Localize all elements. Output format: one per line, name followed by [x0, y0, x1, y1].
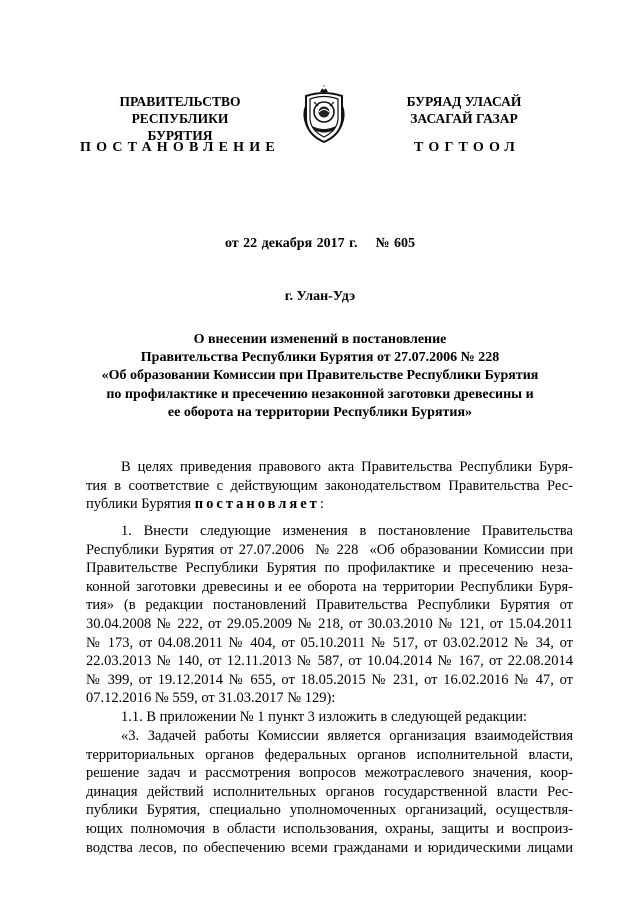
intro-line-3-prefix: публики Бурятия [86, 496, 195, 513]
title-line-2: Правительства Республики Бурятия от 27.07.2006 № 228 [140, 350, 500, 366]
item-1-1-paragraph [86, 708, 573, 727]
intro-paragraph [86, 458, 573, 514]
header-right-line-1: БУРЯАД УЛАСАЙ [406, 94, 522, 109]
item1-line-3: Правительстве Республики Бурятия по профилактике и пресечению неза- [86, 560, 573, 577]
city: г. Улан-Удэ [284, 289, 356, 304]
item1-line-8: 22.03.2013 № 140, от 12.11.2013 № 587, от 10.04.2014 № 167, от 22.08.2014 [86, 653, 573, 670]
item1-line-5: тия» (в редакции постановлений Правительства Республики Бурятия от [86, 597, 573, 614]
intro-line-1: В целях приведения правового акта Правительства Республики Буря- [121, 459, 573, 475]
coat-of-arms-emblem-icon [300, 84, 348, 144]
title-line-1: О внесении изменений в постановление [193, 332, 447, 347]
item3-line-2: территориальных органов федеральных органов исполнительной власти, [86, 746, 573, 763]
item11-line: 1.1. В приложении № 1 пункт 3 изложить в следующей редакции: [121, 709, 527, 725]
item3-line-3: решение задач и рассмотрения вопросов межотраслевого значения, коор- [86, 765, 573, 782]
item1-line-10: 07.12.2016 № 559, от 31.03.2017 № 129): [86, 690, 336, 707]
header-left-line-2: РЕСПУБЛИКИ БУРЯТИЯ [131, 111, 229, 143]
title-line-4: по профилактике и пресечению незаконной заготовки древесины и [106, 386, 534, 402]
doc-type-buryat: ТОГТООЛ [414, 140, 521, 155]
header-left-line-1: ПРАВИТЕЛЬСТВО [119, 94, 241, 109]
intro-line-2: тия в соответствие с действующим законодательством Правительства Рес- [86, 477, 573, 494]
item3-line-6: ющих полномочия в области использования, охраны, защиты и воспроиз- [86, 820, 573, 837]
header-right-authority [386, 93, 542, 127]
item1-line-6: 30.04.2008 № 222, от 29.05.2009 № 218, от 30.03.2010 № 121, от 15.04.2011 [86, 615, 573, 632]
item3-line-5: публики Бурятия, специально уполномоченных организаций, осуществля- [86, 802, 573, 819]
item1-line-2: Республики Бурятия от 27.07.2006 № 228 «Об образовании Комиссии при [86, 541, 573, 558]
doc-type-russian: ПОСТАНОВЛЕНИЕ [80, 140, 280, 155]
item3-line-7: водства лесов, по обеспечению всеми гражданами и юридическими лицами [86, 839, 573, 856]
intro-line-3 [86, 495, 573, 514]
date-and-number: от 22 декабря 2017 г. № 605 [224, 236, 416, 251]
item-3-quoted-paragraph [86, 727, 573, 857]
title-line-5: ее оборота на территории Республики Бурятия» [167, 404, 473, 420]
item1-line-9: № 399, от 19.12.2014 № 655, от 18.05.2015 № 231, от 16.02.2016 № 47, от [86, 671, 573, 688]
document-title [60, 331, 580, 422]
item3-line-4: динация действий исполнительных органов государственной власти Рес- [86, 783, 573, 800]
item1-line-4: конной заготовки древесины и ее оборота на территории Республики Буря- [86, 578, 573, 595]
item1-line-7: № 173, от 04.08.2011 № 404, от 05.10.2011 № 517, от 03.02.2012 № 34, от [86, 634, 573, 651]
item1-line-1: 1. Внести следующие изменения в постановление Правительства [121, 523, 573, 539]
item3-line-1: «3. Задачей работы Комиссии является организация взаимодействия [121, 728, 573, 744]
header-left-authority [98, 93, 262, 144]
title-line-3: «Об образовании Комиссии при Правительстве Республики Бурятия [101, 368, 539, 384]
intro-line-3-suffix: : [319, 496, 324, 513]
item-1-paragraph [86, 522, 573, 708]
header-right-line-2: ЗАСАГАЙ ГАЗАР [410, 111, 518, 126]
postanovlyaet-word: постановляет [194, 496, 320, 513]
